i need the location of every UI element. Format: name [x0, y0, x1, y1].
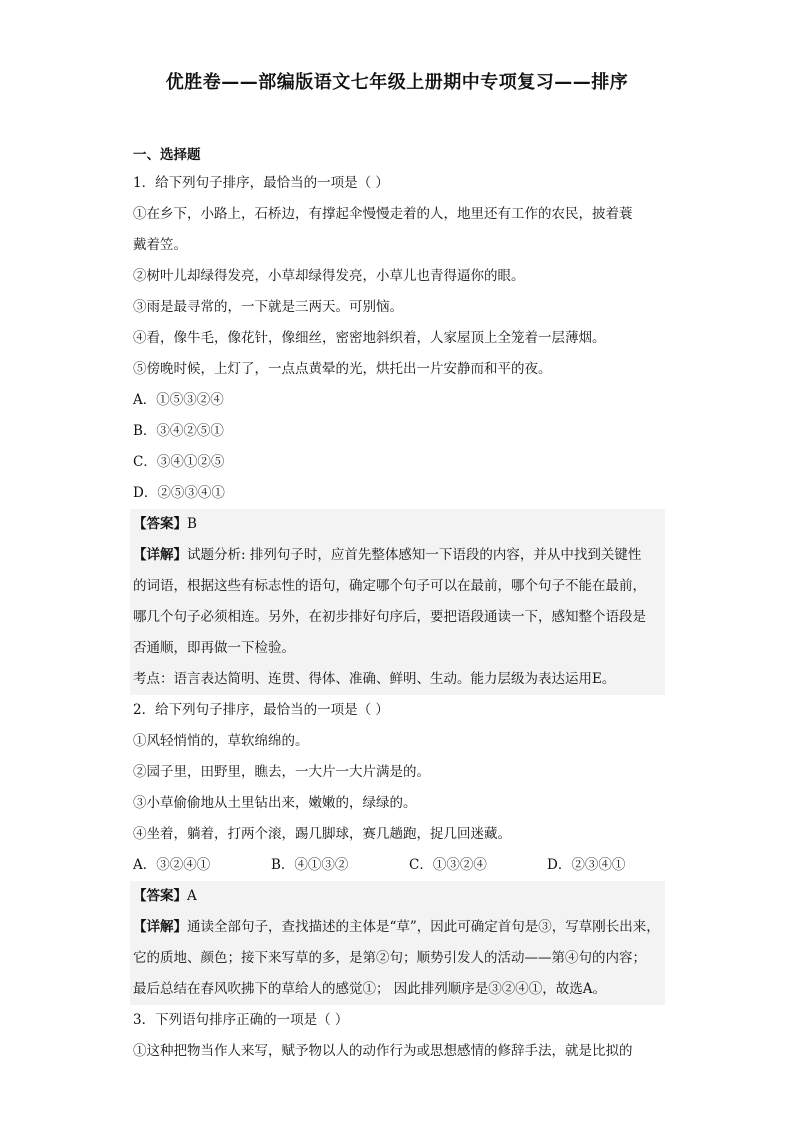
- detail-line: [133, 540, 665, 571]
- detail-text: 试题分析: 排列句子时，应首先整体感知一下语段的内容，并从中找到关键性: [187, 547, 642, 563]
- sentence-1: ①这种把物当作人来写，赋予物以人的动作行为或思想感情的修辞手法，就是比拟的: [133, 1043, 633, 1059]
- detail-line: 它的质地、颜色；接下来写草的多，是第②句；顺势引发人的活动——第④句的内容；: [133, 950, 646, 966]
- option-d: D．②③④①: [547, 857, 626, 873]
- sentence-3: ③雨是最寻常的，一下就是三两天。可别恼。: [133, 299, 403, 315]
- document-content: [133, 142, 663, 1067]
- page-title: 优胜卷——部编版语文七年级上册期中专项复习——排序: [165, 72, 629, 93]
- question-stem: 3．下列语句排序正确的一项是（ ）: [133, 1012, 349, 1028]
- question-1: [133, 168, 663, 695]
- section-heading: 一、选择题: [133, 147, 201, 163]
- option-a: A．①⑤③②④: [133, 392, 224, 408]
- options-row: [133, 850, 663, 881]
- detail-label: 【详解】: [133, 919, 187, 935]
- sentence-1-cont: 戴着笠。: [133, 237, 187, 253]
- option-d: D．②⑤③④①: [133, 485, 225, 501]
- sentence-4: ④坐着，躺着，打两个滚，踢几脚球，赛几趟跑，捉几回迷藏。: [133, 826, 511, 842]
- question-stem: 1．给下列句子排序，最恰当的一项是（ ）: [133, 175, 389, 191]
- answer-value: B: [187, 516, 197, 532]
- answer-block: [130, 509, 665, 695]
- detail-label: 【详解】: [133, 547, 187, 563]
- detail-line: 否通顺，即再做一下检验。: [133, 640, 295, 656]
- option-c: C．①③②④: [409, 857, 487, 873]
- answer-label: 【答案】: [133, 888, 187, 904]
- sentence-5: ⑤傍晚时候，上灯了，一点点黄晕的光，烘托出一片安静而和平的夜。: [133, 361, 552, 377]
- option-a: A．③②④①: [133, 857, 211, 873]
- answer-line: [133, 881, 665, 912]
- knowledge-point: 考点：语言表达简明、连贯、得体、准确、鲜明、生动。能力层级为表达运用E。: [133, 671, 616, 687]
- detail-text: 通读全部句子，查找描述的主体是“草”，因此可确定首句是③，写草刚长出来，: [187, 919, 660, 935]
- detail-line: 最后总结在春风吹拂下的草给人的感觉①； 因此排列顺序是③②④①，故选A。: [133, 981, 607, 997]
- answer-line: [133, 509, 665, 540]
- option-b: B．③④②⑤①: [133, 423, 224, 439]
- sentence-1: ①在乡下，小路上，石桥边，有撑起伞慢慢走着的人，地里还有工作的农民，披着蓑: [133, 206, 633, 222]
- answer-value: A: [187, 888, 197, 904]
- sentence-4: ④看，像牛毛，像花针，像细丝，密密地斜织着，人家屋顶上全笼着一层薄烟。: [133, 330, 606, 346]
- sentence-2: ②树叶儿却绿得发亮，小草却绿得发亮，小草儿也青得逼你的眼。: [133, 268, 525, 284]
- answer-block: [130, 881, 665, 1005]
- sentence-1: ①风轻悄悄的，草软绵绵的。: [133, 733, 309, 749]
- sentence-2: ②园子里，田野里，瞧去，一大片一大片满是的。: [133, 764, 430, 780]
- question-3: [133, 1005, 663, 1067]
- answer-label: 【答案】: [133, 516, 187, 532]
- question-2: [133, 695, 663, 1005]
- detail-line: [133, 912, 665, 943]
- detail-line: 的词语，根据这些有标志性的语句，确定哪个句子可以在最前，哪个句子不能在最前，: [133, 578, 646, 594]
- question-stem: 2．给下列句子排序，最恰当的一项是（ ）: [133, 702, 389, 718]
- sentence-3: ③小草偷偷地从土里钻出来，嫩嫩的，绿绿的。: [133, 795, 417, 811]
- option-b: B．④①③②: [271, 857, 349, 873]
- detail-line: 哪几个句子必须相连。另外，在初步排好句序后，要把语段通读一下，感知整个语段是: [133, 609, 646, 625]
- option-c: C．③④①②⑤: [133, 454, 225, 470]
